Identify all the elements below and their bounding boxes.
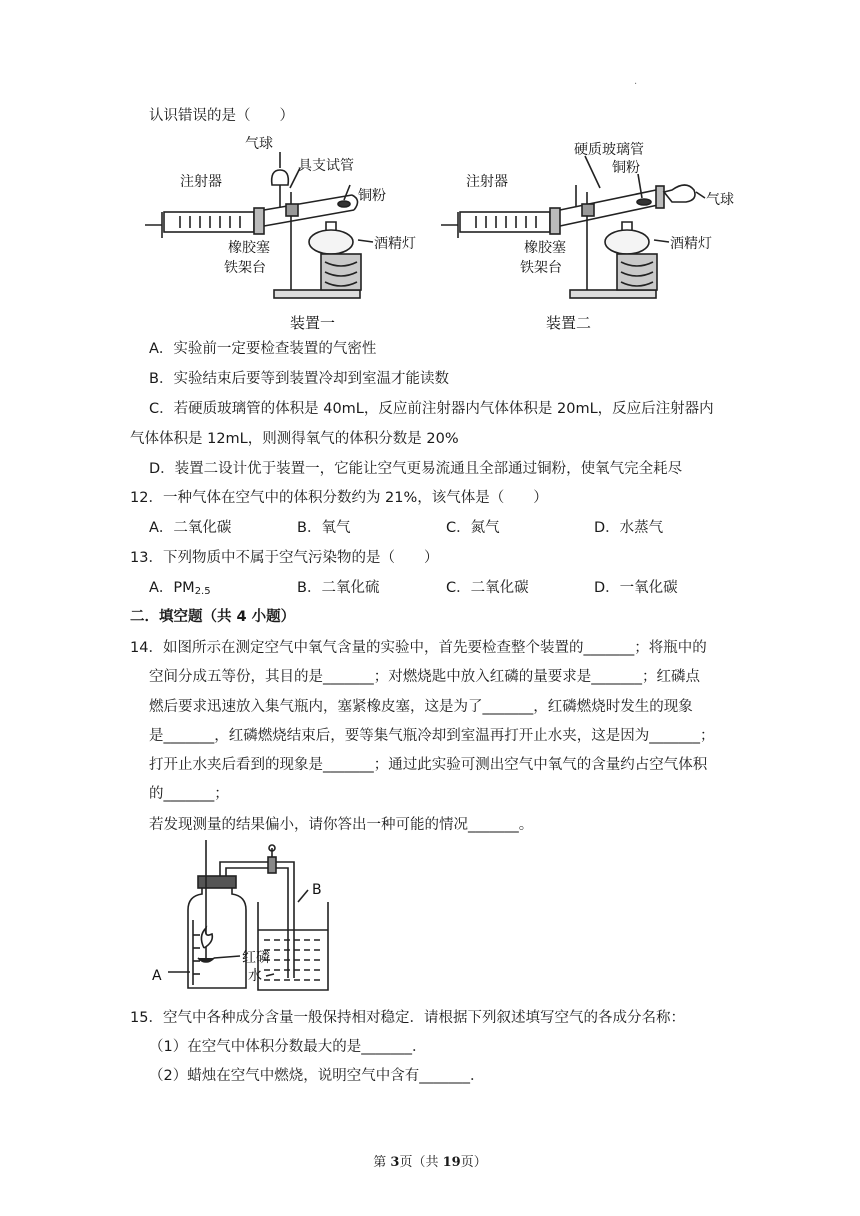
label-stand-1: 铁架台 — [224, 260, 266, 276]
question-12-stem: 12．一种气体在空气中的体积分数约为 21%，该气体是（ ） — [130, 490, 548, 506]
q12-option-b: B．氧气 — [297, 520, 351, 536]
total-page-number: 19 — [442, 1155, 461, 1170]
caption-device-2: 装置二 — [546, 314, 592, 332]
q14-line-7: 若发现测量的结果偏小，请你答出一种可能的情况_______。 — [149, 817, 534, 833]
label-stopper-1: 橡胶塞 — [228, 240, 270, 256]
label-lamp-1: 酒精灯 — [374, 236, 416, 252]
q11-option-a: A．实验前一定要检查装置的气密性 — [149, 341, 377, 357]
label-lamp-2: 酒精灯 — [670, 236, 712, 252]
label-syringe-1: 注射器 — [180, 174, 222, 190]
figure-apparatus-comparison — [140, 130, 740, 335]
section-fill-in-title: 二．填空题（共 4 小题） — [130, 609, 296, 625]
q14-line-1: 14．如图所示在测定空气中氧气含量的实验中，首先要检查整个装置的_______；将瓶中的 — [130, 640, 707, 656]
q11-option-c-line2: 气体体积是 12mL，则测得氧气的体积分数是 20% — [130, 431, 459, 447]
current-page-number: 3 — [390, 1155, 400, 1170]
label-syringe-2: 注射器 — [466, 174, 508, 190]
label-B: B — [312, 882, 322, 898]
q14-line-3: 燃后要求迅速放入集气瓶内，塞紧橡皮塞，这是为了_______，红磷燃烧时发生的现象 — [149, 699, 693, 715]
q13-option-a: A．$PM_{2.5}$ — [149, 580, 211, 597]
page-footer: 第 3页（共 19页） — [373, 1155, 487, 1170]
label-red-phosphorus: 红磷 — [242, 950, 270, 966]
label-glass-tube-2-text: 硬质玻璃管 — [574, 142, 644, 158]
q15-subquestion-2: （2）蜡烛在空气中燃烧，说明空气中含有_______． — [149, 1068, 485, 1084]
label-stand-2: 铁架台 — [520, 260, 562, 276]
q13-option-b: B．二氧化硫 — [297, 580, 380, 596]
q13-option-c: C．二氧化碳 — [446, 580, 529, 596]
q14-line-4: 是_______，红磷燃烧结束后，要等集气瓶冷却到室温再打开止水夹，这是因为_______； — [149, 728, 715, 744]
q12-option-a: A．二氧化碳 — [149, 520, 232, 536]
q11-option-c-line1: C．若硬质玻璃管的体积是 40mL，反应前注射器内气体体积是 20mL，反应后注射器内 — [149, 401, 714, 417]
label-copper-2: 铜粉 — [612, 160, 640, 176]
q12-option-c: C．氮气 — [446, 520, 500, 536]
q11-option-b: B．实验结束后要等到装置冷却到室温才能读数 — [149, 371, 449, 387]
label-balloon-1: 气球 — [245, 136, 273, 152]
q15-subquestion-1: （1）在空气中体积分数最大的是_______． — [149, 1039, 427, 1055]
label-stopper-2: 橡胶塞 — [524, 240, 566, 256]
q14-line-5: 打开止水夹后看到的现象是_______；通过此实验可测出空气中氧气的含量约占空气体积 — [149, 757, 708, 773]
q12-option-d: D．水蒸气 — [594, 520, 664, 536]
caption-device-1: 装置一 — [290, 314, 336, 332]
question-11-stem: 认识错误的是（ ） — [149, 108, 294, 124]
label-A: A — [152, 968, 162, 984]
q14-line-6: 的_______； — [149, 786, 229, 802]
q13-option-d: D．一氧化碳 — [594, 580, 678, 596]
label-copper-1: 铜粉 — [358, 188, 386, 204]
label-tube-1: 具支试管 — [298, 158, 354, 174]
label-water: 水 — [248, 968, 262, 984]
q11-option-d: D．装置二设计优于装置一，它能让空气更易流通且全部通过铜粉，使氧气完全耗尽 — [149, 461, 683, 477]
device-one-drawing — [145, 170, 361, 298]
label-balloon-2: 气球 — [706, 192, 734, 208]
device-two-drawing — [441, 185, 695, 298]
q14-line-2: 空间分成五等份，其目的是_______；对燃烧匙中放入红磷的量要求是_______；红磷点 — [149, 669, 700, 685]
figure-phosphorus-apparatus — [148, 840, 358, 1000]
top-mark: . — [634, 76, 638, 87]
question-15-stem: 15．空气中各种成分含量一般保持相对稳定．请根据下列叙述填写空气的各成分名称： — [130, 1010, 685, 1026]
question-13-stem: 13．下列物质中不属于空气污染物的是（ ） — [130, 550, 439, 566]
